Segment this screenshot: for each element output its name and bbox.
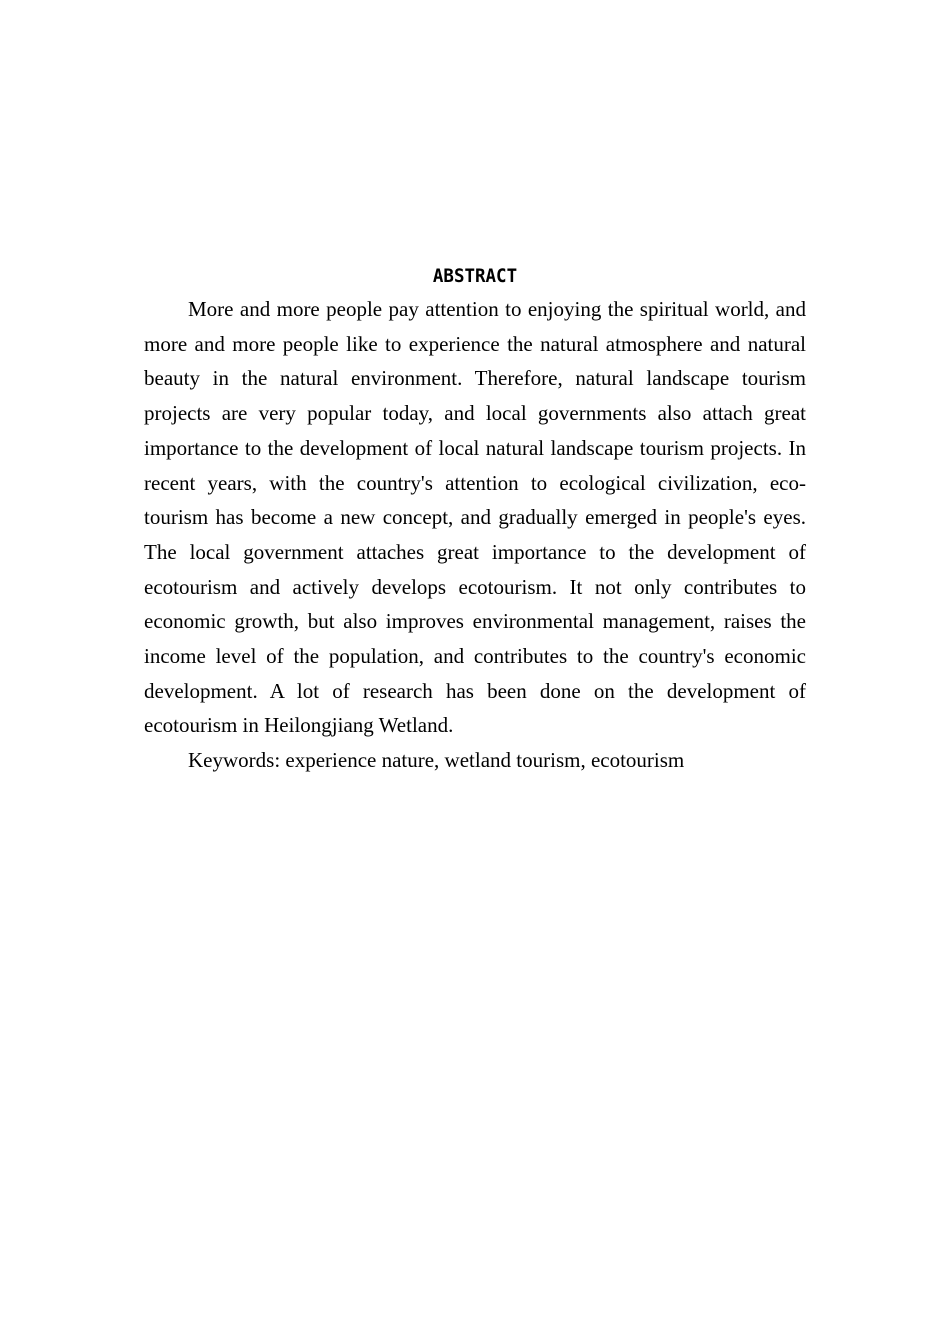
abstract-paragraph: More and more people pay attention to enjoying the spiritual world, and more and more people like to experience the natural atmosphere and natural beauty in the natural environment. Therefore, natural landscape tourism projects are very popular today, and local governments also attach great importance to the development of local natural landscape tourism projects. In recent years, with the country's attention to ecological civilization, eco-tourism has become a new concept, and gradually emerged in people's eyes. The local government attaches great importance to the development of ecotourism and actively develops ecotourism. It not only contributes to economic growth, but also improves environmental management, raises the income level of the population, and contributes to the country's economic development. A lot of research has been done on the development of ecotourism in Heilongjiang Wetland. — [144, 297, 806, 738]
abstract-section — [144, 262, 806, 778]
keywords-line: Keywords: experience nature, wetland tourism, ecotourism — [188, 748, 685, 773]
abstract-heading: ABSTRACT — [432, 265, 518, 287]
